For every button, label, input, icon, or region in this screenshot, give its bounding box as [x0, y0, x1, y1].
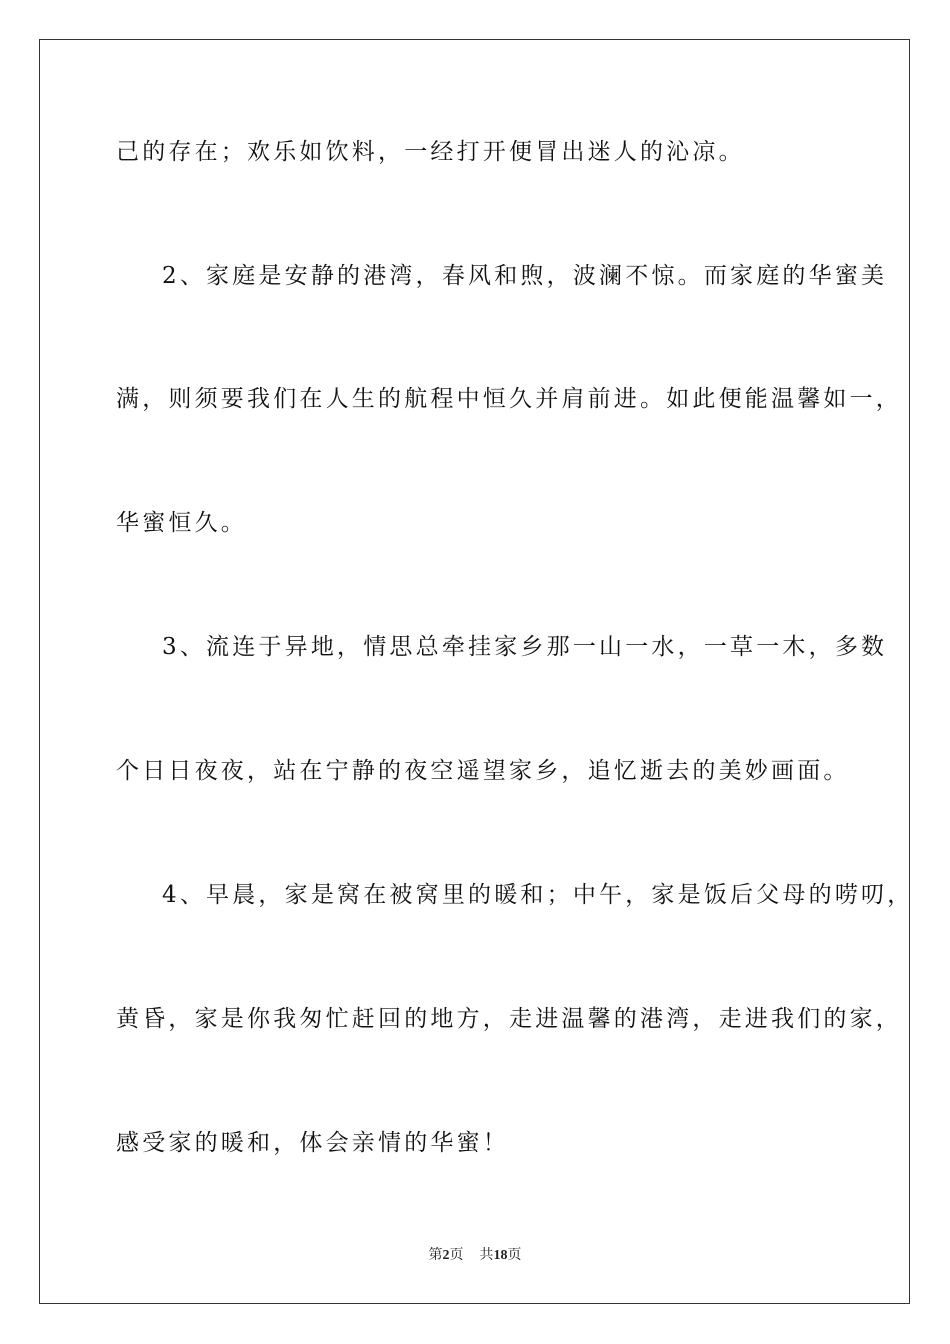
- page-number: 2: [442, 1248, 450, 1263]
- text-line: 黄昏，家是你我匆忙赶回的地方，走进温馨的港湾，走进我们的家，: [116, 1006, 902, 1032]
- page-prefix: 第: [428, 1248, 443, 1263]
- text-line: 华蜜恒久。: [116, 510, 247, 536]
- page-border: [39, 39, 910, 1304]
- text-line: 感受家的暖和，体会亲情的华蜜！: [116, 1130, 509, 1156]
- text-line: 满，则须要我们在人生的航程中恒久并肩前进。如此便能温馨如一，: [116, 386, 902, 412]
- total-suffix: 页: [507, 1248, 522, 1263]
- paragraph-4-start: 4、早晨，家是窝在被窝里的暖和；中午，家是饭后父母的唠叨，: [162, 882, 914, 908]
- page-footer: [0, 1247, 950, 1265]
- total-prefix: 共: [479, 1248, 494, 1263]
- total-pages: 18: [493, 1248, 508, 1263]
- text-line: 个日日夜夜，站在宁静的夜空遥望家乡，追忆逝去的美妙画面。: [116, 758, 850, 784]
- paragraph-3-start: 3、流连于异地，情思总牵挂家乡那一山一水，一草一木，多数: [162, 634, 888, 660]
- text-line: 己的存在；欢乐如饮料，一经打开便冒出迷人的沁凉。: [116, 139, 745, 165]
- page-suffix: 页: [449, 1248, 464, 1263]
- paragraph-2-start: 2、家庭是安静的港湾，春风和煦，波澜不惊。而家庭的华蜜美: [162, 263, 888, 289]
